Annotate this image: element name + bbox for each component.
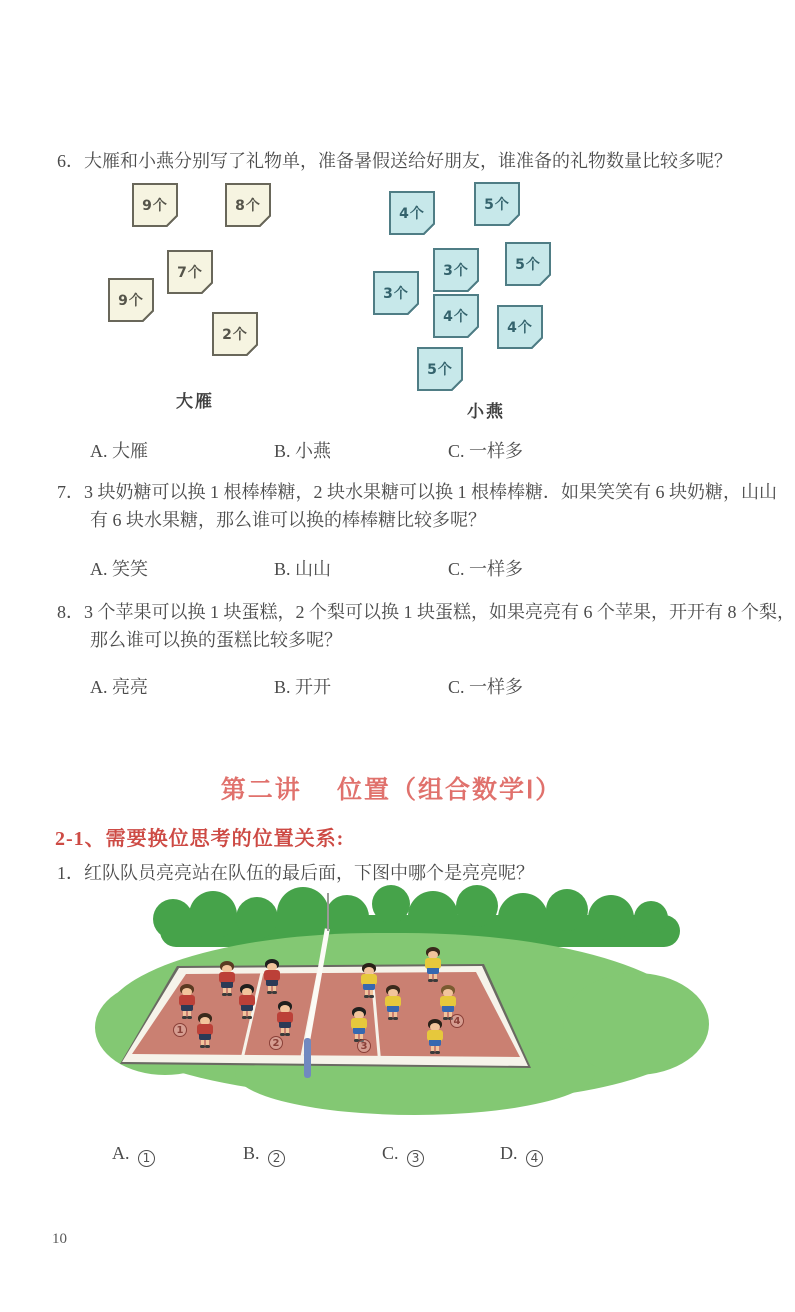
- player-red: [275, 1001, 295, 1037]
- question-8-options: [0, 673, 795, 697]
- gift-note: [474, 182, 520, 226]
- gift-note-count: 9个: [118, 293, 144, 309]
- gift-note-count: 3个: [443, 263, 469, 279]
- note-fold-corner: [259, 215, 271, 227]
- gift-note-count: 9个: [142, 198, 168, 214]
- position-badge-2: 2: [269, 1036, 283, 1050]
- net-pole-bottom: [304, 1038, 311, 1078]
- note-fold-corner: [451, 379, 463, 391]
- option-b: B. 2: [243, 1143, 285, 1167]
- gift-note: [417, 347, 463, 391]
- note-fold-corner: [508, 214, 520, 226]
- question-1-options: [0, 1143, 795, 1167]
- gift-note: [433, 294, 479, 338]
- option-b: B. 小燕: [274, 441, 332, 461]
- subsection-title: 2-1、需要换位思考的位置关系:: [55, 828, 345, 850]
- section-title: 第二讲 位置（组合数学Ⅰ）: [220, 777, 563, 804]
- circled-2: 2: [268, 1150, 285, 1167]
- player-yellow: [423, 947, 443, 983]
- option-c: C. 3: [382, 1143, 424, 1167]
- circled-3: 3: [407, 1150, 424, 1167]
- note-fold-corner: [201, 282, 213, 294]
- bush: [189, 891, 237, 939]
- note-fold-corner: [467, 326, 479, 338]
- option-b: B. 开开: [274, 677, 332, 697]
- option-a: A. 大雁: [90, 441, 148, 461]
- position-badge-1: 1: [173, 1023, 187, 1037]
- note-fold-corner: [246, 344, 258, 356]
- net-pole-top: [327, 893, 329, 931]
- question-7-options: [0, 555, 795, 579]
- player-red: [177, 984, 197, 1020]
- question-8-text-line1: 8．3 个苹果可以换 1 块蛋糕，2 个梨可以换 1 块蛋糕，如果亮亮有 6 个苹果，开开有 8 个梨，: [57, 602, 795, 622]
- bush: [236, 897, 278, 939]
- gift-note-count: 4个: [443, 309, 469, 325]
- note-fold-corner: [423, 223, 435, 235]
- option-c: C. 一样多: [448, 441, 524, 461]
- note-fold-corner: [531, 337, 543, 349]
- option-c: C. 一样多: [448, 677, 524, 697]
- note-fold-corner: [539, 274, 551, 286]
- gift-note: [225, 183, 271, 227]
- option-c: C. 一样多: [448, 559, 524, 579]
- note-fold-corner: [166, 215, 178, 227]
- player-yellow: [349, 1007, 369, 1043]
- volleyball-court-illustration: [95, 885, 710, 1120]
- player-red: [217, 961, 237, 997]
- gift-note-count: 4个: [507, 320, 533, 336]
- gift-note: [505, 242, 551, 286]
- question-8-text-line2: 那么谁可以换的蛋糕比较多呢？: [90, 630, 342, 650]
- gift-note: [132, 183, 178, 227]
- circled-1: 1: [138, 1150, 155, 1167]
- gift-note-count: 3个: [383, 286, 409, 302]
- gift-note: [433, 248, 479, 292]
- circled-4: 4: [526, 1150, 543, 1167]
- gift-note: [167, 250, 213, 294]
- gift-note-count: 5个: [515, 257, 541, 273]
- bush: [277, 887, 329, 939]
- option-a: A. 1: [112, 1143, 155, 1167]
- bush: [546, 889, 588, 931]
- gift-note-count: 4个: [399, 206, 425, 222]
- question-6-text: 6．大雁和小燕分别写了礼物单，准备暑假送给好朋友，谁准备的礼物数量比较多呢？: [57, 151, 732, 171]
- bush: [634, 901, 668, 935]
- question-1-text: 1．红队队员亮亮站在队伍的最后面，下图中哪个是亮亮呢？: [57, 863, 534, 883]
- option-a: A. 亮亮: [90, 677, 148, 697]
- bush: [456, 885, 498, 927]
- position-badge-3: 3: [357, 1039, 371, 1053]
- page-number: 10: [52, 1231, 67, 1247]
- gift-note: [212, 312, 258, 356]
- option-b: B. 山山: [274, 559, 332, 579]
- option-d: D. 4: [500, 1143, 543, 1167]
- gift-note-count: 2个: [222, 327, 248, 343]
- player-red: [195, 1013, 215, 1049]
- gift-note: [497, 305, 543, 349]
- question-7-text-line1: 7．3 块奶糖可以换 1 根棒棒糖，2 块水果糖可以换 1 根棒棒糖．如果笑笑有 6 块奶糖，山山: [57, 482, 777, 502]
- group-label-xiaoyan: 小燕: [467, 402, 505, 421]
- bush: [372, 885, 410, 923]
- gift-note-count: 5个: [427, 362, 453, 378]
- question-7-text-line2: 有 6 块水果糖，那么谁可以换的棒棒糖比较多呢？: [90, 510, 486, 530]
- note-fold-corner: [407, 303, 419, 315]
- option-a: A. 笑笑: [90, 559, 148, 579]
- gift-note-count: 7个: [177, 265, 203, 281]
- question-6-options: [0, 437, 795, 461]
- group-label-daya: 大雁: [176, 392, 214, 411]
- gift-note: [389, 191, 435, 235]
- bush: [588, 895, 634, 941]
- gift-note: [108, 278, 154, 322]
- player-yellow: [359, 963, 379, 999]
- player-yellow: [425, 1019, 445, 1055]
- note-fold-corner: [142, 310, 154, 322]
- gift-note: [373, 271, 419, 315]
- note-fold-corner: [467, 280, 479, 292]
- gift-note-count: 8个: [235, 198, 261, 214]
- player-red: [237, 984, 257, 1020]
- bush: [153, 899, 193, 939]
- player-red: [262, 959, 282, 995]
- gift-note-count: 5个: [484, 197, 510, 213]
- position-badge-4: 4: [450, 1014, 464, 1028]
- bush: [498, 893, 548, 943]
- player-yellow: [383, 985, 403, 1021]
